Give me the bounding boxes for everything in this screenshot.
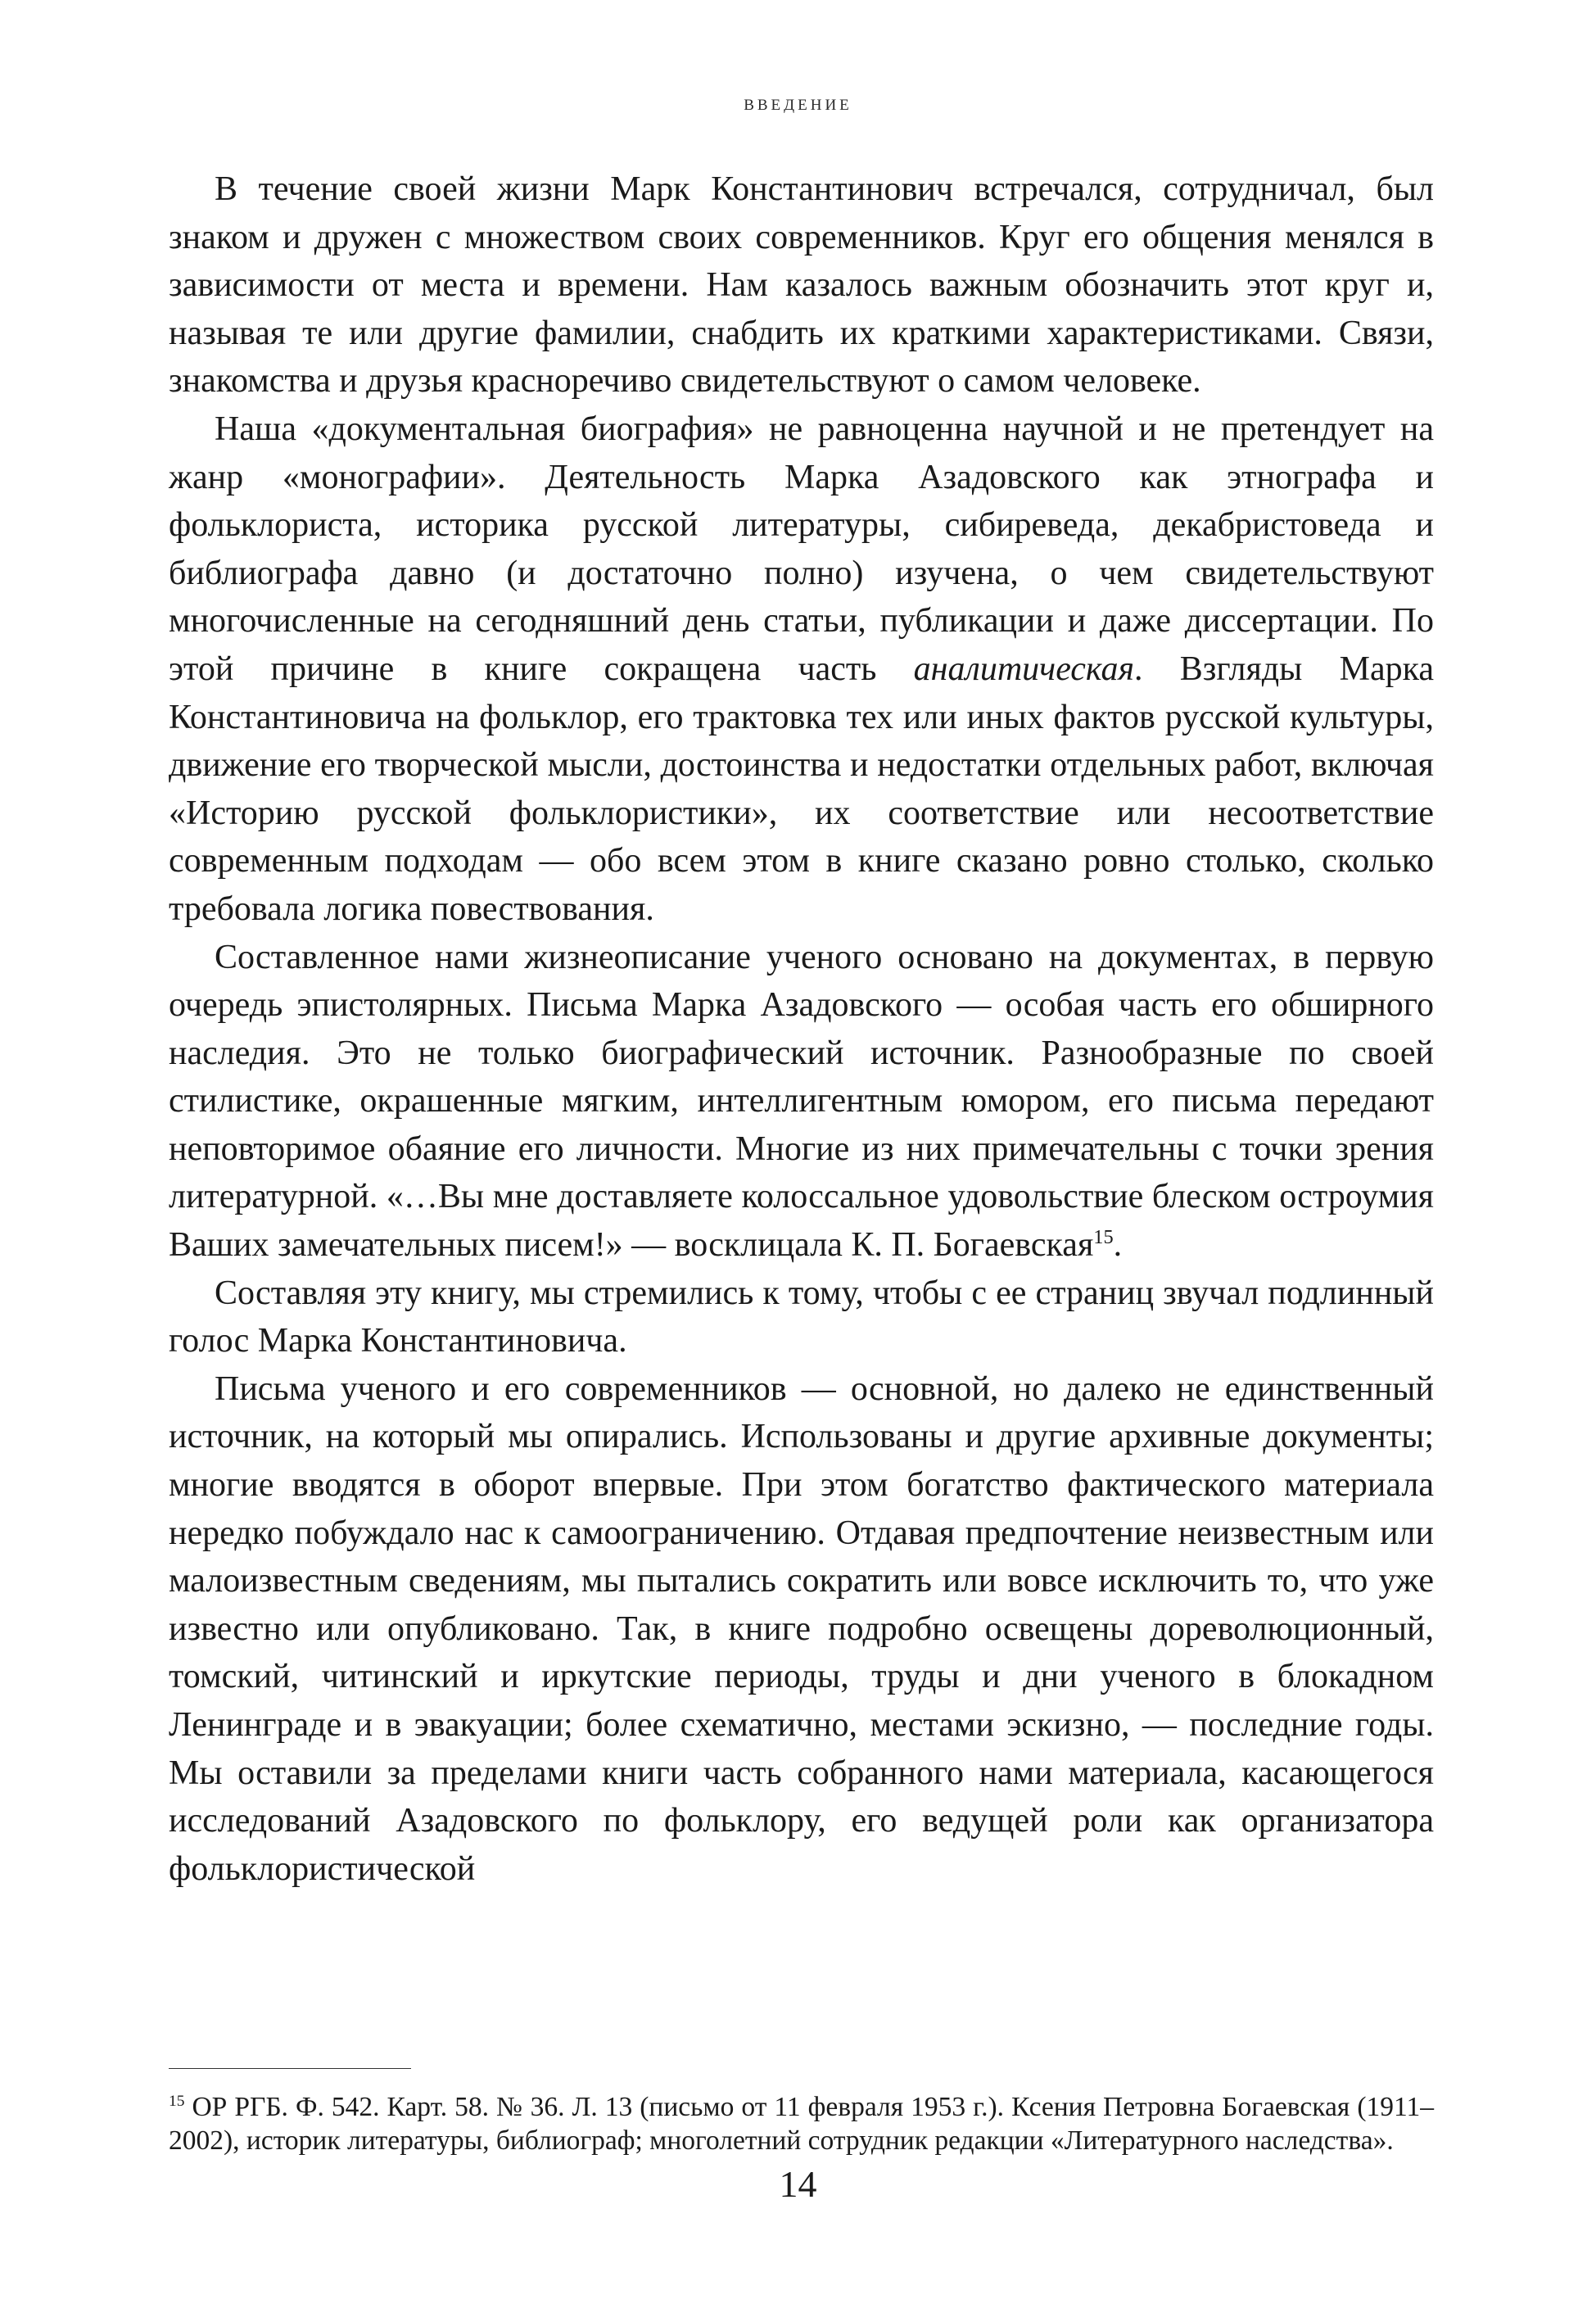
paragraph-text: Письма ученого и его современников — основной, но далеко не единственный источник, на который мы опирались. Использованы и другие архивные документы; многие вводятся в оборот впервые. При этом богатство фактического материала нередко побуждало нас к самоограничению. Отдавая предпочтение неизвестным или малоизвестным сведениям, мы пытались сократить или вовсе исключить то, что уже известно или опубликовано. Так, в книге подробно освещены дореволюционный, томский, читинский и иркутские периоды, труды и дни ученого в блокадном Ленинграде и в эвакуации; более схематично, местами эскизно, — последние годы. Мы оставили за пределами книги часть собранного нами материала, касающегося исследований Азадовского по фольклору, его ведущей роли как организатора фольклористической: [169, 1369, 1434, 1888]
paragraph-text: В течение своей жизни Марк Константинович встречался, сотрудничал, был знаком и дружен с множеством своих современников. Круг его общения менялся в зависимости от места и времени. Нам казалось важным обозначить этот круг и, называя те или другие фамилии, снабдить их краткими характеристиками. Связи, знакомства и друзья красноречиво свидетельствуют о самом человеке.: [169, 170, 1434, 401]
paragraph-text: Составленное нами жизнеописание ученого основано на документах, в первую очередь эпистолярных. Письма Марка Азадовского — особая часть его обширного наследия. Это не только биографический источник. Разнообразные по своей стилистике, окрашенные мягким, интеллигентным юмором, его письма передают неповторимое обаяние его личности. Многие из них примечательны с точки зрения литературной. «…Вы мне доставляете колоссальное удовольствие блеском остроумия Ваших замечательных писем!» — восклицала К. П. Богаевская: [169, 938, 1434, 1265]
footnote: [169, 2090, 1434, 2157]
page-number: 14: [779, 2163, 817, 2205]
paragraph-5: [169, 1365, 1434, 1894]
paragraph-2: [169, 405, 1434, 934]
paragraph-4: [169, 1270, 1434, 1365]
footnote-reference[interactable]: 15: [1093, 1226, 1114, 1249]
paragraph-text: .: [1113, 1226, 1123, 1265]
paragraph-text: . Взгляды Марка Константиновича на фольклор, его трактовка тех или иных фактов русской культуры, движение его творческой мысли, достоинства и недостатки отдельных работ, включая «Историю русской фольклористики», их соответствие или несоответствие современным подходам — обо всем этом в книге сказано ровно столько, сколько требовала логика повествования.: [169, 650, 1434, 928]
running-head: ВВЕДЕНИЕ: [744, 97, 852, 114]
body-text: [169, 165, 1434, 1893]
footnote-divider: [169, 2068, 411, 2069]
paragraph-text: Наша «документальная биография» не равноценна научной и не претендует на жанр «монографии». Деятельность Марка Азадовского как этнографа и фольклориста, историка русской литературы, сибиреведа, декабристоведа и библиографа давно (и достаточно полно) изучена, о чем свидетельствуют многочисленные на сегодняшний день статьи, публикации и даже диссертации. По этой причине в книге сокращена часть: [169, 410, 1434, 688]
footnote-text: ОР РГБ. Ф. 542. Карт. 58. № 36. Л. 13 (письмо от 11 февраля 1953 г.). Ксения Петровна Богаевская (1911–2002), историк литературы, библиограф; многолетний сотрудник редакции «Литературного наследства».: [169, 2092, 1434, 2156]
paragraph-3: [169, 934, 1434, 1270]
italic-emphasis: аналитическая: [913, 650, 1135, 688]
footnote-number: 15: [169, 2092, 185, 2110]
paragraph-1: [169, 165, 1434, 405]
paragraph-text: Составляя эту книгу, мы стремились к тому, чтобы с ее страниц звучал подлинный голос Марка Константиновича.: [169, 1274, 1434, 1360]
